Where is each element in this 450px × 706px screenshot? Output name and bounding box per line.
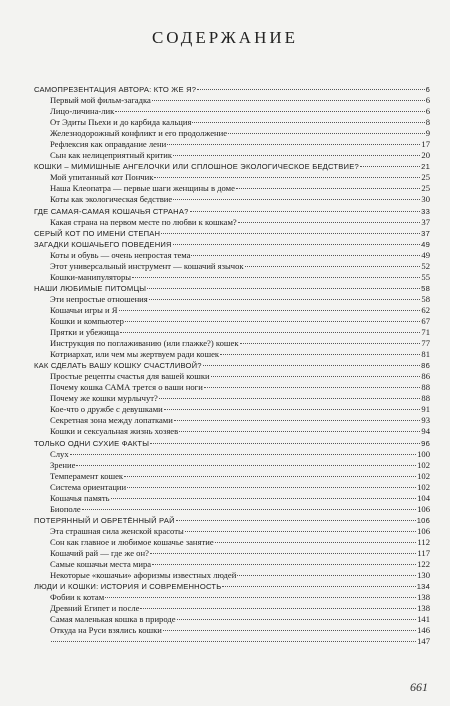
toc-entry-title: Почему же кошки мурлычут? [50, 393, 158, 404]
toc-entry-title: Кошачьи игры и Я [50, 304, 118, 315]
dot-leader [152, 99, 425, 101]
toc-entry-title: Древний Египет и после [50, 603, 140, 614]
toc-entry [34, 603, 430, 614]
toc-entry [34, 548, 430, 559]
toc-entry-title: Железнодорожный конфликт и его продолжение [50, 128, 228, 139]
toc-entry-page: 122 [417, 559, 430, 570]
toc-entry [34, 294, 430, 305]
toc-entry-title: Рефлексия как оправдание лени [50, 139, 167, 150]
toc-entry-page: 102 [417, 481, 430, 492]
toc-entry [34, 327, 430, 338]
dot-leader [190, 210, 421, 212]
toc-entry-page: 30 [421, 194, 430, 205]
dot-leader [238, 221, 421, 223]
dot-leader [211, 375, 421, 377]
toc-entry-title: КОШКИ – МИМИШНЫЕ АНГЕЛОЧКИ ИЛИ СПЛОШНОЕ ЭКОЛОГИЧЕСКОЕ БЕДСТВИЕ? [34, 162, 359, 172]
toc-entry-page: 134 [416, 582, 430, 592]
dot-leader [76, 464, 416, 466]
toc-entry [34, 106, 430, 117]
dot-leader [161, 232, 420, 234]
dot-leader [105, 596, 416, 598]
dot-leader [152, 563, 416, 565]
toc-entry-page: 20 [421, 150, 430, 161]
toc-section [34, 515, 430, 526]
toc-entry-page: 102 [417, 470, 430, 481]
toc-entry [34, 261, 430, 272]
dot-leader [173, 154, 420, 156]
dot-leader [177, 618, 417, 620]
toc-entry-page: 86 [421, 371, 430, 382]
toc-entry [34, 139, 430, 150]
toc-entry-page: 71 [421, 327, 430, 338]
toc-entry [34, 625, 430, 636]
toc-entry [34, 150, 430, 161]
toc-entry-page: 88 [421, 382, 430, 393]
dot-leader [228, 132, 425, 134]
toc-entry-title: Слух [50, 448, 69, 459]
toc-entry-page: 25 [421, 172, 430, 183]
toc-entry-page: 37 [421, 216, 430, 227]
dot-leader [150, 442, 420, 444]
toc-entry-page: 88 [421, 393, 430, 404]
toc-entry-page: 49 [421, 249, 430, 260]
dot-leader [237, 574, 416, 576]
dot-leader [192, 121, 424, 123]
toc-entry [34, 128, 430, 139]
toc-entry-page: 91 [421, 404, 430, 415]
toc-entry-page: 100 [417, 448, 430, 459]
toc-entry [34, 338, 430, 349]
toc-entry [34, 305, 430, 316]
toc-entry [34, 393, 430, 404]
toc-entry [34, 537, 430, 548]
toc-entry-title: СЕРЫЙ КОТ ПО ИМЕНИ СТЕПАН [34, 228, 161, 238]
toc-section [34, 239, 430, 250]
toc-entry-page: 37 [421, 228, 430, 238]
toc-entry-page: 33 [421, 206, 430, 216]
dot-leader [150, 552, 417, 554]
toc-entry-page: 21 [421, 162, 430, 172]
dot-leader [115, 110, 424, 112]
toc-section [34, 438, 430, 449]
toc-entry-page: 102 [417, 459, 430, 470]
toc-entry-title: Кошки-манипуляторы [50, 271, 132, 282]
toc-entry-page: 49 [421, 239, 430, 249]
toc-entry-title: ПОТЕРЯННЫЙ И ОБРЕТЁННЫЙ РАЙ [34, 515, 175, 525]
toc-entry-page: 77 [421, 338, 430, 349]
toc-entry-page: 104 [417, 492, 430, 503]
toc-entry-page: 6 [425, 85, 430, 94]
dot-leader [360, 165, 420, 167]
toc-entry [34, 172, 430, 183]
toc-entry-title: От Эдиты Пьехи и до карбида кальция [50, 117, 192, 128]
dot-leader [203, 364, 420, 366]
dot-leader [173, 198, 420, 200]
toc-entry-title: ГДЕ САМАЯ-САМАЯ КОШАЧЬЯ СТРАНА? [34, 206, 189, 216]
toc-entry-page: 62 [421, 304, 430, 315]
toc-entry-page: 130 [417, 570, 430, 581]
toc-entry [34, 426, 430, 437]
toc-entry-title: Самая маленькая кошка в природе [50, 614, 176, 625]
toc-entry-page: 138 [417, 603, 430, 614]
toc-entry [34, 636, 430, 647]
toc-entry [34, 614, 430, 625]
toc-entry-title: Кошачий рай — где же он? [50, 547, 149, 558]
toc-entry-title: ТОЛЬКО ОДНИ СУХИЕ ФАКТЫ [34, 438, 150, 448]
toc-entry-title: КАК СДЕЛАТЬ ВАШУ КОШКУ СЧАСТЛИВОЙ? [34, 361, 202, 371]
toc-entry-page: 52 [421, 260, 430, 271]
dot-leader [124, 475, 416, 477]
toc-entry-title: Кошки и сексуальная жизнь хозяев [50, 426, 179, 437]
dot-leader [140, 607, 416, 609]
toc-entry-title: Лицо-личина-лик [50, 106, 115, 117]
toc-entry-title: Котриархат, или чем мы жертвуем ради кошек [50, 349, 220, 360]
page-title: СОДЕРЖАНИЕ [151, 28, 299, 47]
dot-leader [174, 419, 421, 421]
toc-entry-page: 58 [421, 293, 430, 304]
toc-entry [34, 482, 430, 493]
toc-entry-title: Прятки и убежища [50, 327, 120, 338]
toc-entry-page: 55 [421, 271, 430, 282]
toc-entry-title: Система ориентации [50, 481, 127, 492]
toc-entry-title: Коты и обувь — очень непростая тема [50, 249, 191, 260]
dot-leader [179, 430, 420, 432]
dot-leader [204, 386, 421, 388]
toc-entry-title: Почему кошка САМА трется о ваши ноги [50, 382, 203, 393]
toc-entry [34, 415, 430, 426]
toc-entry-page: 106 [417, 503, 430, 514]
dot-leader [51, 640, 416, 642]
toc-entry [34, 471, 430, 482]
toc-section [34, 581, 430, 592]
toc-section [34, 84, 430, 95]
toc-entry [34, 493, 430, 504]
toc-entry-title: Этот универсальный инструмент — кошачий язычок [50, 260, 244, 271]
toc-entry-page: 106 [416, 515, 430, 525]
toc-entry [34, 526, 430, 537]
toc-entry-title: Биополе [50, 503, 81, 514]
toc-entry [34, 449, 430, 460]
toc-entry-title: Некоторые «кошачьи» афоризмы известных людей [50, 570, 237, 581]
toc-entry [34, 382, 430, 393]
toc-entry-title: НАШИ ЛЮБИМЫЕ ПИТОМЦЫ [34, 283, 147, 293]
dot-leader [245, 265, 421, 267]
toc-entry-title: Зрение [50, 459, 76, 470]
toc-entry [34, 404, 430, 415]
toc-entry [34, 460, 430, 471]
page-number: 661 [410, 680, 428, 694]
dot-leader [111, 497, 417, 499]
toc-entry-page: 96 [421, 438, 430, 448]
toc-section [34, 161, 430, 172]
toc-entry [34, 194, 430, 205]
toc-entry-title: Наша Клеопатра — первые шаги женщины в доме [50, 183, 235, 194]
toc-entry [34, 183, 430, 194]
toc-entry-title: Эти непростые отношения [50, 293, 148, 304]
dot-leader [222, 585, 415, 587]
dot-leader [147, 287, 420, 289]
dot-leader [220, 353, 420, 355]
dot-leader [164, 408, 421, 410]
toc-entry-title: Сын как нелицеприятный критик [50, 150, 173, 161]
toc-entry-title: Эта страшная сила женской красоты [50, 525, 184, 536]
toc-entry-title: Первый мой фильм-загадка [50, 95, 151, 106]
toc-entry-page: 94 [421, 426, 430, 437]
toc-entry [34, 250, 430, 261]
toc-entry [34, 504, 430, 515]
dot-leader [185, 530, 416, 532]
toc-entry [34, 117, 430, 128]
toc-entry-title: ЗАГАДКИ КОШАЧЬЕГО ПОВЕДЕНИЯ [34, 239, 172, 249]
toc-section [34, 228, 430, 239]
dot-leader [163, 629, 416, 631]
toc-entry-page: 112 [417, 536, 430, 547]
toc-entry [34, 217, 430, 228]
toc-entry-title: Откуда на Руси взялись кошки [50, 625, 162, 636]
toc-entry-title: Простые рецепты счастья для вашей кошки [50, 371, 210, 382]
dot-leader [167, 143, 420, 145]
toc-entry [34, 371, 430, 382]
toc-entry [34, 592, 430, 603]
toc-entry-title: Какая страна на первом месте по любви к кошкам? [50, 216, 237, 227]
toc-entry [34, 272, 430, 283]
toc-entry [34, 316, 430, 327]
toc-entry-page: 117 [417, 547, 430, 558]
toc-entry-title: Кошачья память [50, 492, 110, 503]
dot-leader [132, 276, 420, 278]
toc-entry-page: 25 [421, 183, 430, 194]
toc-entry-title: Кошки и компьютер [50, 315, 124, 326]
dot-leader [119, 309, 421, 311]
dot-leader [125, 320, 421, 322]
toc-entry-page: 146 [417, 625, 430, 636]
dot-leader [82, 508, 416, 510]
dot-leader [240, 342, 421, 344]
toc-entry-page: 81 [421, 349, 430, 360]
dot-leader [173, 243, 420, 245]
table-of-contents [34, 84, 430, 647]
dot-leader [154, 176, 420, 178]
toc-entry-page: 138 [417, 592, 430, 603]
toc-entry-title: Мой упитанный кот Пончик [50, 172, 154, 183]
toc-entry-page: 147 [417, 636, 430, 647]
toc-entry-title: Коты как экологическая бедствие [50, 194, 173, 205]
toc-entry [34, 95, 430, 106]
toc-entry [34, 559, 430, 570]
toc-entry-page: 6 [425, 106, 430, 117]
toc-entry-page: 67 [421, 315, 430, 326]
toc-entry-page: 93 [421, 415, 430, 426]
toc-entry [34, 570, 430, 581]
toc-entry-title: Секретная зона между лопатками [50, 415, 173, 426]
dot-leader [236, 187, 420, 189]
dot-leader [120, 331, 420, 333]
toc-entry-page: 58 [421, 283, 430, 293]
toc-entry-title: Кое-что о дружбе с девушками [50, 404, 163, 415]
toc-entry-title: ЛЮДИ И КОШКИ: ИСТОРИЯ И СОВРЕМЕННОСТЬ [34, 582, 222, 592]
toc-entry-title: Фобии к котам [50, 592, 105, 603]
dot-leader [176, 519, 416, 521]
toc-entry-page: 17 [421, 139, 430, 150]
toc-entry-page: 141 [417, 614, 430, 625]
toc-entry-page: 106 [417, 525, 430, 536]
toc-entry-title: Инструкция по поглаживанию (или глажке?) кошек [50, 338, 239, 349]
dot-leader [127, 486, 416, 488]
toc-entry-title: Самые кошачьи места мира [50, 559, 152, 570]
dot-leader [159, 397, 421, 399]
dot-leader [191, 254, 420, 256]
dot-leader [149, 298, 421, 300]
toc-section [34, 360, 430, 371]
toc-entry-page: 86 [421, 361, 430, 371]
toc-entry-page: 8 [425, 117, 430, 128]
toc-entry-page: 6 [425, 95, 430, 106]
dot-leader [197, 88, 424, 90]
toc-entry-page: 9 [425, 128, 430, 139]
toc-entry [34, 349, 430, 360]
toc-entry-title: Сон как главное и любимое кошачье занятие [50, 536, 214, 547]
dot-leader [70, 453, 416, 455]
toc-section [34, 283, 430, 294]
toc-entry-title: САМОПРЕЗЕНТАЦИЯ АВТОРА: КТО ЖЕ Я? [34, 85, 197, 94]
dot-leader [215, 541, 417, 543]
toc-section [34, 206, 430, 217]
toc-entry-title: Темперамент кошек [50, 470, 124, 481]
